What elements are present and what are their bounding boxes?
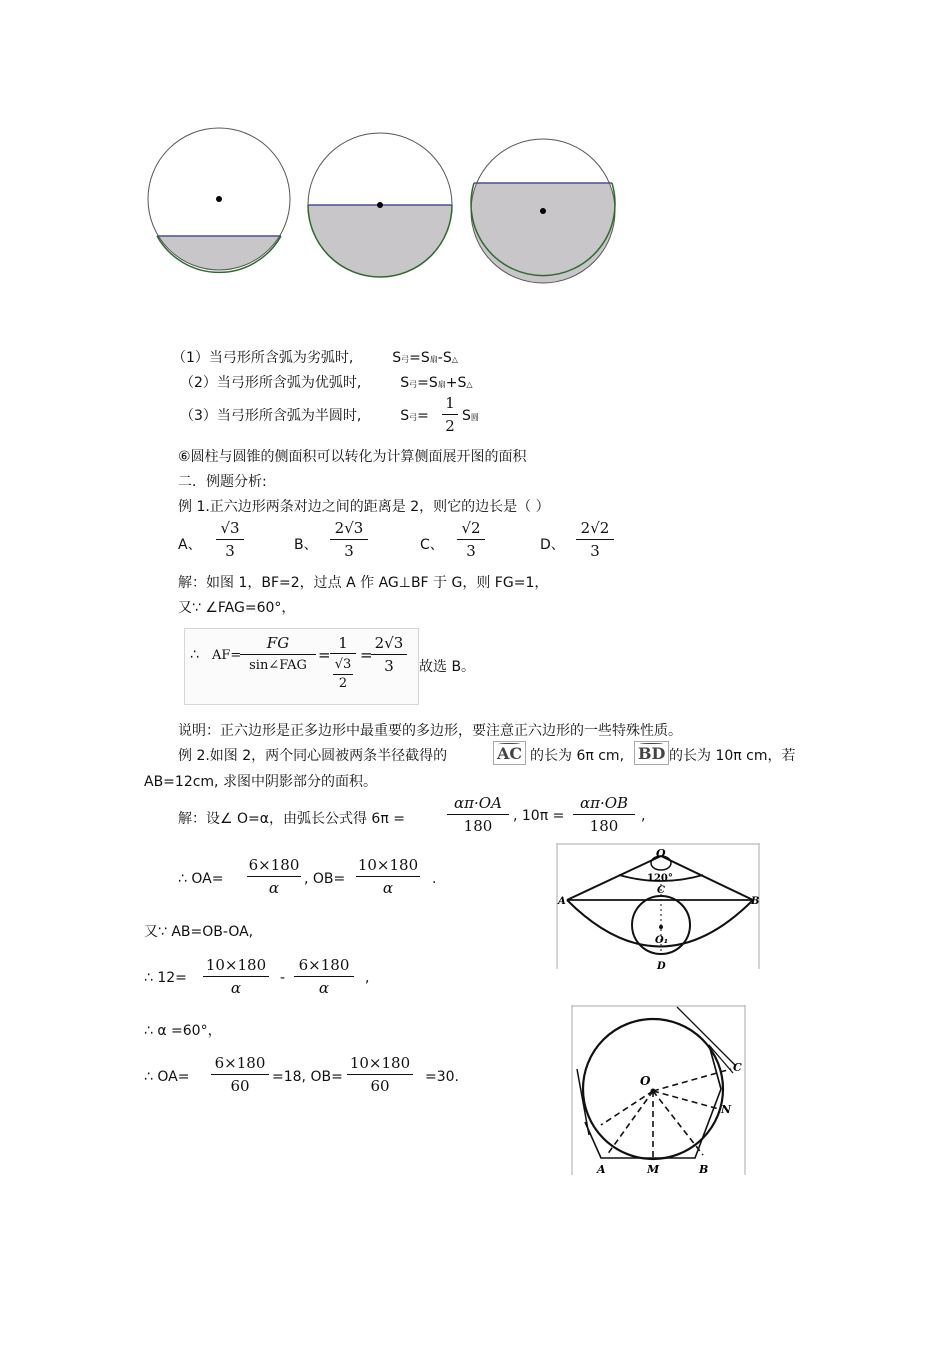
oa-ob-line-dot: .: [432, 871, 437, 887]
formula-major-arc: （2）当弓形所含弧为优弧时, S弓=S扇+S△: [180, 375, 473, 391]
oa-ob-line-a: ∴ OA=: [178, 871, 224, 887]
label-d: D: [657, 961, 666, 972]
circle-minor-segment: [140, 128, 300, 296]
example2-solution-comma: ,: [641, 808, 646, 824]
ab-relation: 又∵ AB=OB-OA,: [144, 924, 254, 940]
example1-stem: 例 1.正六边形两条对边之间的距离是 2，则它的边长是（ ）: [178, 499, 550, 515]
arc-ac-label: AC: [493, 741, 526, 765]
oa-alpha-fraction: 6×180 α: [248, 856, 300, 897]
example2-stem-b: 的长为 6π cm,: [530, 748, 625, 764]
label-c: C: [657, 885, 665, 896]
af-eq2: =: [360, 646, 373, 664]
circle-major-segment: [465, 139, 625, 293]
example2-solution-mid: , 10π =: [513, 808, 565, 824]
label-a: A: [558, 896, 566, 907]
pentagon-figure: [571, 1005, 747, 1177]
label-o1: O₁: [655, 935, 669, 946]
note-6: ⑥圆柱与圆锥的侧面积可以转化为计算侧面展开图的面积: [178, 449, 527, 465]
label-o: O: [656, 847, 666, 860]
af-eq1: =: [318, 646, 331, 664]
example2-stem-a: 例 2.如图 2，两个同心圆被两条半径截得的: [178, 748, 448, 764]
label-o-pent: O: [640, 1074, 651, 1088]
af-fraction-one-over-half-root3: 1 √3 2: [330, 633, 356, 692]
equation-12-comma: ,: [365, 970, 370, 986]
label-120: 120°: [647, 873, 673, 884]
example2-stem-c: 的长为 10π cm，若: [669, 748, 796, 764]
alpha-result: ∴ α =60°，: [144, 1023, 222, 1039]
example1-note: 说明：正六边形是正多边形中最重要的多边形，要注意正六边形的一些特殊性质。: [178, 723, 682, 739]
equation-12-fraction2: 6×180 α: [294, 955, 354, 998]
af-result-fraction: 2√3 3: [371, 633, 407, 676]
arc-formula-ob: απ·OB 180: [573, 793, 635, 836]
af-label: AF=: [212, 648, 242, 663]
example1-solution-line2: 又∵ ∠FAG=60°，: [178, 600, 296, 616]
circle-semicircle-segment: [300, 133, 460, 285]
example2-solution-a: 解：设∠ O=α，由弧长公式得 6π =: [178, 811, 405, 827]
label-b-pent: B: [699, 1163, 709, 1176]
semicircle-circle-area: S圆: [462, 408, 479, 424]
label-c-pent: C: [733, 1061, 742, 1074]
option-a-label: A、: [178, 537, 202, 553]
arc-formula-oa: απ·OA 180: [447, 793, 509, 836]
equation-12-fraction1: 10×180 α: [203, 955, 269, 998]
af-therefore: ∴: [190, 647, 199, 663]
ob-alpha-fraction: 10×180 α: [357, 856, 419, 897]
option-a-value: √3 3: [216, 518, 244, 561]
label-m-pent: M: [647, 1163, 660, 1176]
half-fraction: 1 2: [442, 393, 458, 436]
af-fraction-fg-sin: FG sin∠FAG: [240, 633, 316, 676]
formula-semicircle: （3）当弓形所含弧为半圆时, S弓=: [180, 408, 429, 424]
label-n-pent: N: [721, 1103, 732, 1116]
arc-bd-label: BD: [634, 741, 669, 765]
option-c-value: √2 3: [457, 518, 485, 561]
oa-ob-result-c: =30.: [425, 1069, 459, 1085]
sector-figure: [557, 843, 761, 971]
option-d-value: 2√2 3: [576, 518, 614, 561]
label-b: B: [751, 896, 760, 907]
oa-result-fraction: 6×180 60: [211, 1053, 269, 1096]
section-title: 二．例题分析:: [178, 474, 267, 490]
example2-stem-d: AB=12cm, 求图中阴影部分的面积。: [144, 774, 377, 790]
equation-12-a: ∴ 12=: [144, 970, 187, 986]
example1-solution-line1: 解：如图 1，BF=2，过点 A 作 AG⊥BF 于 G，则 FG=1，: [178, 575, 549, 591]
oa-ob-line-b: , OB=: [304, 871, 346, 887]
option-c-label: C、: [420, 537, 444, 553]
equation-12-minus: -: [280, 970, 286, 986]
answer-choice: 故选 B。: [419, 659, 476, 675]
label-a-pent: A: [597, 1163, 606, 1176]
ob-result-fraction: 10×180 60: [347, 1053, 413, 1096]
segment-circles-figure: [0, 0, 950, 300]
option-b-label: B、: [294, 537, 318, 553]
option-b-value: 2√3 3: [330, 518, 368, 561]
formula-minor-arc: （1）当弓形所含弧为劣弧时, S弓=S扇-S△: [172, 350, 458, 366]
oa-ob-result-b: =18, OB=: [272, 1069, 343, 1085]
option-d-label: D、: [540, 537, 565, 553]
oa-ob-result-a: ∴ OA=: [144, 1069, 190, 1085]
